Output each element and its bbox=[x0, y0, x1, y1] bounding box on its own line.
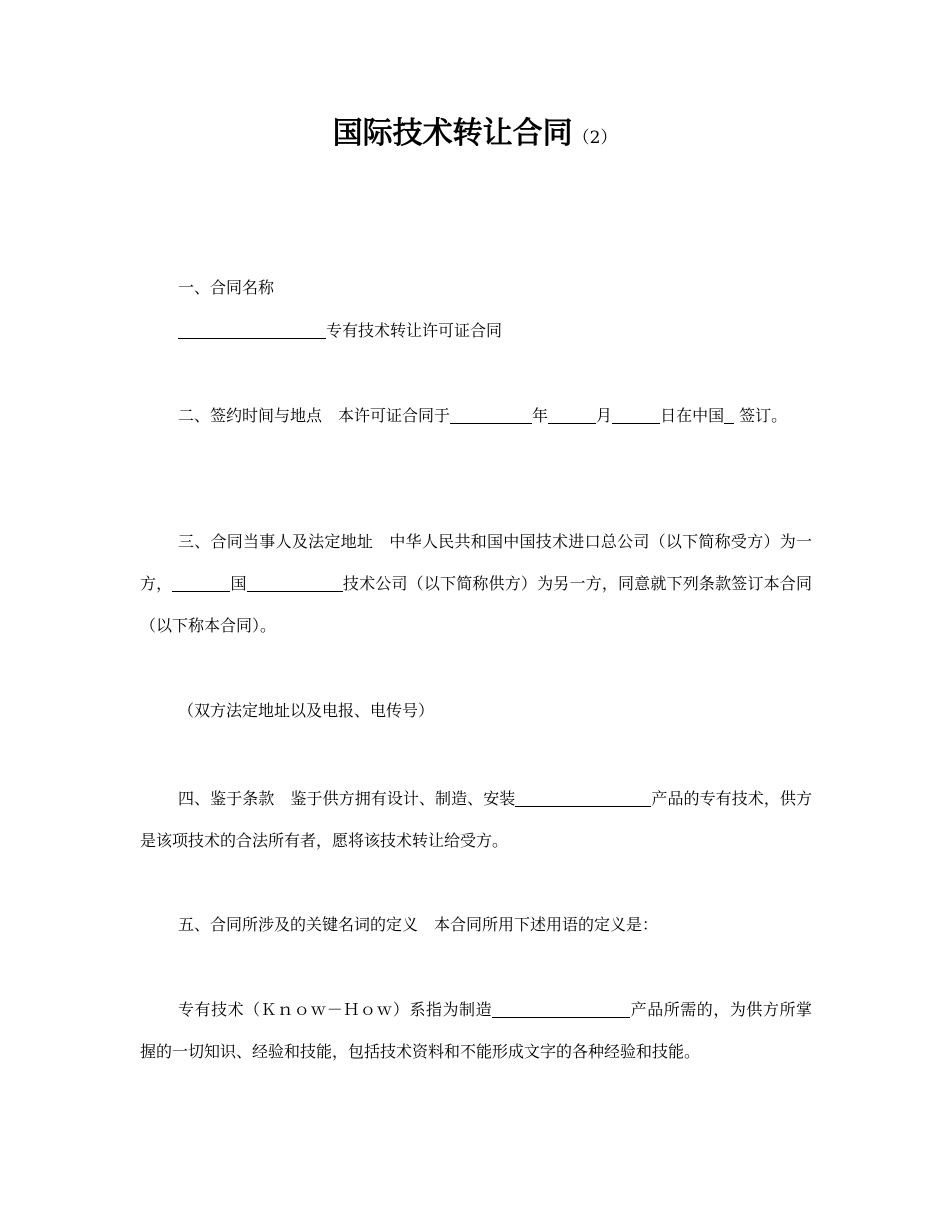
blank-product-2[interactable] bbox=[492, 999, 630, 1018]
section-3-note: （双方法定地址以及电报、电传号） bbox=[178, 701, 435, 720]
definition-know-how: 专有技术（Ｋｎｏｗ－Ｈｏｗ）系指为制造 产品所需的，为供方所掌握的一切知识、经验和技能，包括技术资料和不能形成文字的各种经验和技能。 bbox=[140, 1000, 812, 1061]
blank-company[interactable] bbox=[247, 573, 343, 592]
blank-field[interactable] bbox=[178, 320, 326, 339]
section-4: 四、鉴于条款 鉴于供方拥有设计、制造、安装 产品的专有技术，供方是该项技术的合法所有者，愿将该技术转让给受方。 bbox=[140, 789, 812, 850]
blank-year[interactable] bbox=[450, 405, 532, 424]
blank-product[interactable] bbox=[515, 788, 651, 807]
blank-month[interactable] bbox=[548, 405, 596, 424]
section-1-heading: 一、合同名称 bbox=[178, 278, 275, 297]
section-3: 三、合同当事人及法定地址 中华人民共和国中国技术进口总公司（以下简称受方）为一方， 国 技术公司（以下简称供方）为另一方，同意就下列条款签订本合同（以下称本合同）。 bbox=[140, 532, 812, 635]
document-title bbox=[0, 112, 950, 160]
title-main: 国际技术转让合同 bbox=[332, 116, 573, 151]
section-2: 二、签约时间与地点 本许可证合同于 年 月 日在中国 签订。 bbox=[178, 406, 788, 425]
blank-day[interactable] bbox=[612, 405, 660, 424]
blank-place[interactable] bbox=[724, 405, 734, 424]
blank-country[interactable] bbox=[172, 573, 230, 592]
section-5: 五、合同所涉及的关键名词的定义 本合同所用下述用语的定义是： bbox=[178, 915, 659, 934]
section-1-body: 专有技术转让许可证合同 bbox=[140, 310, 812, 352]
title-suffix: （2） bbox=[572, 128, 618, 148]
